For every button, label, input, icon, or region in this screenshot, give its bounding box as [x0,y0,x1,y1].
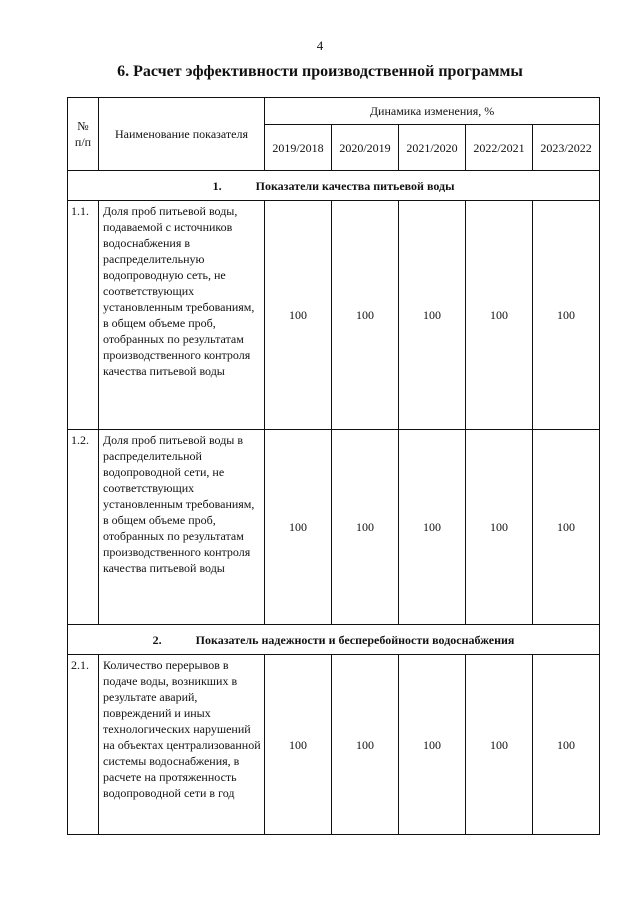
header-name [99,98,265,171]
section-header [68,171,600,201]
row-number: 1.2. [68,430,99,625]
table-row [68,201,600,430]
header-year: 2021/2020 [399,125,466,171]
row-value: 100 [533,655,600,835]
section-name: Показатель надежности и бесперебойности водоснабжения [195,632,515,647]
header-year: 2023/2022 [533,125,600,171]
row-value: 100 [399,430,466,625]
header-name-label: Наименование показателя [115,127,248,141]
header-num [68,98,99,171]
row-value: 100 [332,201,399,430]
row-value: 100 [332,655,399,835]
table-row [68,430,600,625]
row-number: 2.1. [68,655,99,835]
header-num-label: № п/п [74,119,92,149]
row-value: 100 [466,430,533,625]
header-year: 2022/2021 [466,125,533,171]
page-number: 4 [316,38,324,53]
row-value: 100 [533,430,600,625]
section-name: Показатели качества питьевой воды [255,178,455,193]
section-row [68,625,600,655]
table-row [68,655,600,835]
section-row [68,171,600,201]
header-dynamics [265,98,600,125]
row-name: Доля проб питьевой воды, подаваемой с источников водоснабжения в распределительную водопроводную сеть, не соответствующих установленным требованиям, в общем объеме проб, отобранных по результатам производственного контроля качества питьевой воды [99,201,265,430]
row-value: 100 [399,655,466,835]
row-value: 100 [265,655,332,835]
section-number: 1. [212,178,222,193]
row-value: 100 [332,430,399,625]
section-title: 6. Расчет эффективности производственной программы [117,63,523,80]
section-header [68,625,600,655]
row-number: 1.1. [68,201,99,430]
row-name: Доля проб питьевой воды в распределительной водопроводной сети, не соответствующих установленным требованиям, в общем объеме проб, отобранных по результатам производственного контроля качества питьевой воды [99,430,265,625]
row-value: 100 [265,201,332,430]
header-dynamics-label: Динамика изменения, % [369,104,495,118]
row-value: 100 [399,201,466,430]
header-year: 2019/2018 [265,125,332,171]
section-number: 2. [152,632,162,647]
efficiency-table [67,97,600,835]
row-value: 100 [265,430,332,625]
row-value: 100 [466,201,533,430]
row-name: Количество перерывов в подаче воды, возникших в результате аварий, повреждений и иных технологических нарушений на объектах централизованной системы водоснабжения, в расчете на протяженность водопроводной сети в год [99,655,265,835]
header-year: 2020/2019 [332,125,399,171]
row-value: 100 [533,201,600,430]
row-value: 100 [466,655,533,835]
